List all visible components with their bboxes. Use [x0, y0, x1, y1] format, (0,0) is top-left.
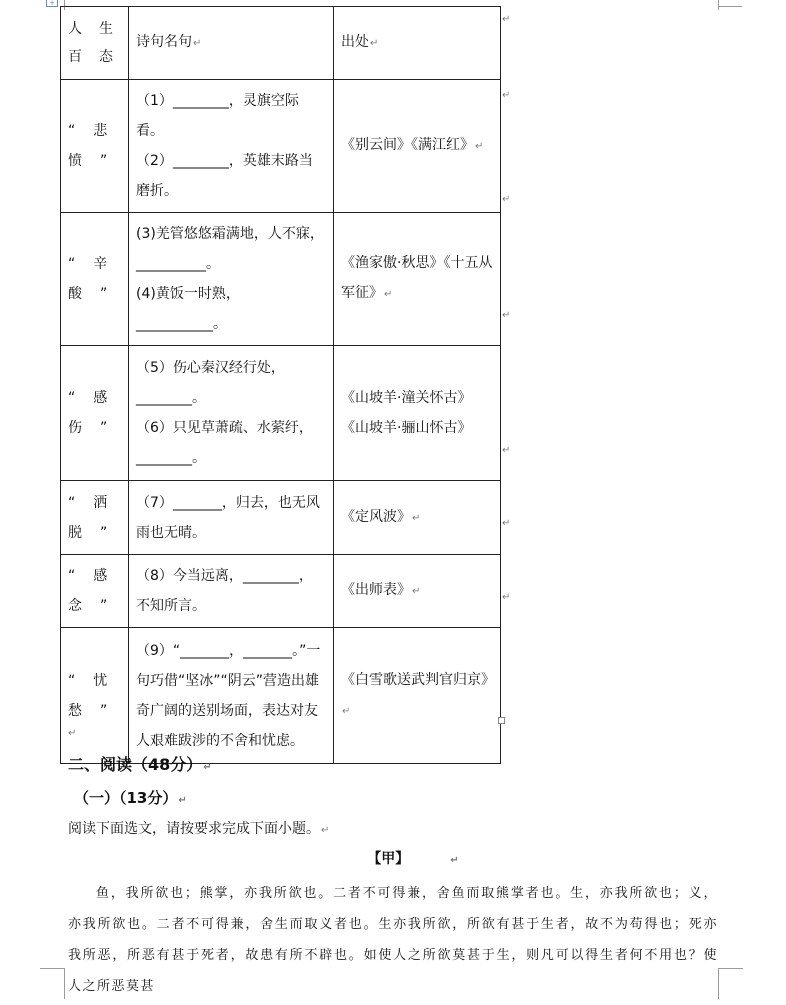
row-source: 《白雪歌送武判官归京》↵ [334, 628, 501, 764]
header-source: 出处↵ [334, 7, 501, 80]
table-row [61, 555, 501, 628]
row-lines: （9）“_______，_______。”一句巧借“坚冰”“阴云”营造出雄奇广阔的送别场面，表达对友人艰难跋涉的不舍和忧虑。 [129, 628, 334, 764]
row-category: “感念” [61, 555, 129, 628]
passage-label: 【甲】 ↵ [367, 851, 459, 867]
end-of-row-mark: ↵ [502, 14, 511, 25]
table-move-handle-icon[interactable]: + [46, 0, 58, 7]
table-row [61, 80, 501, 213]
end-of-row-mark: ↵ [502, 194, 511, 205]
row-source: 《出师表》↵ [334, 555, 501, 628]
reading-instruction: 阅读下面选文，请按要求完成下面小题。↵ [68, 821, 330, 837]
table-resize-handle[interactable] [498, 717, 505, 724]
header-lines: 诗句名句↵ [129, 7, 334, 80]
table-header-row [61, 7, 501, 80]
poem-table [60, 6, 501, 764]
end-of-row-mark: ↵ [502, 310, 511, 321]
row-category: “悲愤” [61, 80, 129, 213]
row-source: 《山坡羊·潼关怀古》 《山坡羊·骊山怀古》 [334, 346, 501, 481]
table-row [61, 481, 501, 555]
passage-text: 鱼，我所欲也；熊掌，亦我所欲也。二者不可得兼，舍鱼而取熊掌者也。生，亦我所欲也；义，亦我所欲也。二者不可得兼，舍生而取义者也。生亦我所欲，所欲有甚于生者，故不为苟得也；死亦我所恶，所恶有甚于死者，故患有所不辟也。如使人之所欲莫甚于生，则凡可以得生者何不用也？使人之所恶莫甚 [68, 886, 718, 994]
row-source: 《渔家傲·秋思》《十五从军征》↵ [334, 213, 501, 346]
row-source: 《定风波》↵ [334, 481, 501, 555]
row-category: “忧愁” [61, 628, 129, 764]
end-of-row-mark: ↵ [502, 518, 511, 529]
section-heading: 二、阅读（48分）↵ [68, 755, 212, 774]
row-lines: （7）_______，归去，也无风雨也无晴。 [129, 481, 334, 555]
row-category: “洒脱” [61, 481, 129, 555]
header-category: 人生百态 [61, 7, 129, 80]
table-row [61, 628, 501, 764]
margin-corner-top-right [718, 0, 743, 10]
row-category: “辛酸” [61, 213, 129, 346]
row-lines: （1）________，灵旗空际看。 （2）________，英雄末路当磨折。 [129, 80, 334, 213]
end-of-row-mark: ↵ [502, 445, 511, 456]
end-of-row-mark: ↵ [502, 592, 511, 603]
row-lines: (3)羌管悠悠霜满地，人不寐，__________。 (4)黄饭一时熟，___________。 [129, 213, 334, 346]
row-lines: （8）今当远离，________，不知所言。 [129, 555, 334, 628]
margin-corner-bottom-left [40, 968, 65, 999]
row-source: 《别云间》《满江红》↵ [334, 80, 501, 213]
margin-corner-bottom-right [718, 968, 743, 999]
margin-corner-top-right-rule [718, 6, 742, 7]
row-lines: （5）伤心秦汉经行处，________。 （6）只见草萧疏、水萦纡，________。 [129, 346, 334, 481]
table-row [61, 213, 501, 346]
end-of-row-mark: ↵ [502, 90, 511, 101]
row-category: “感伤” [61, 346, 129, 481]
subsection-heading: （一）（13分）↵ [74, 789, 187, 807]
paragraph-mark: ↵ [68, 728, 77, 739]
table-row [61, 346, 501, 481]
